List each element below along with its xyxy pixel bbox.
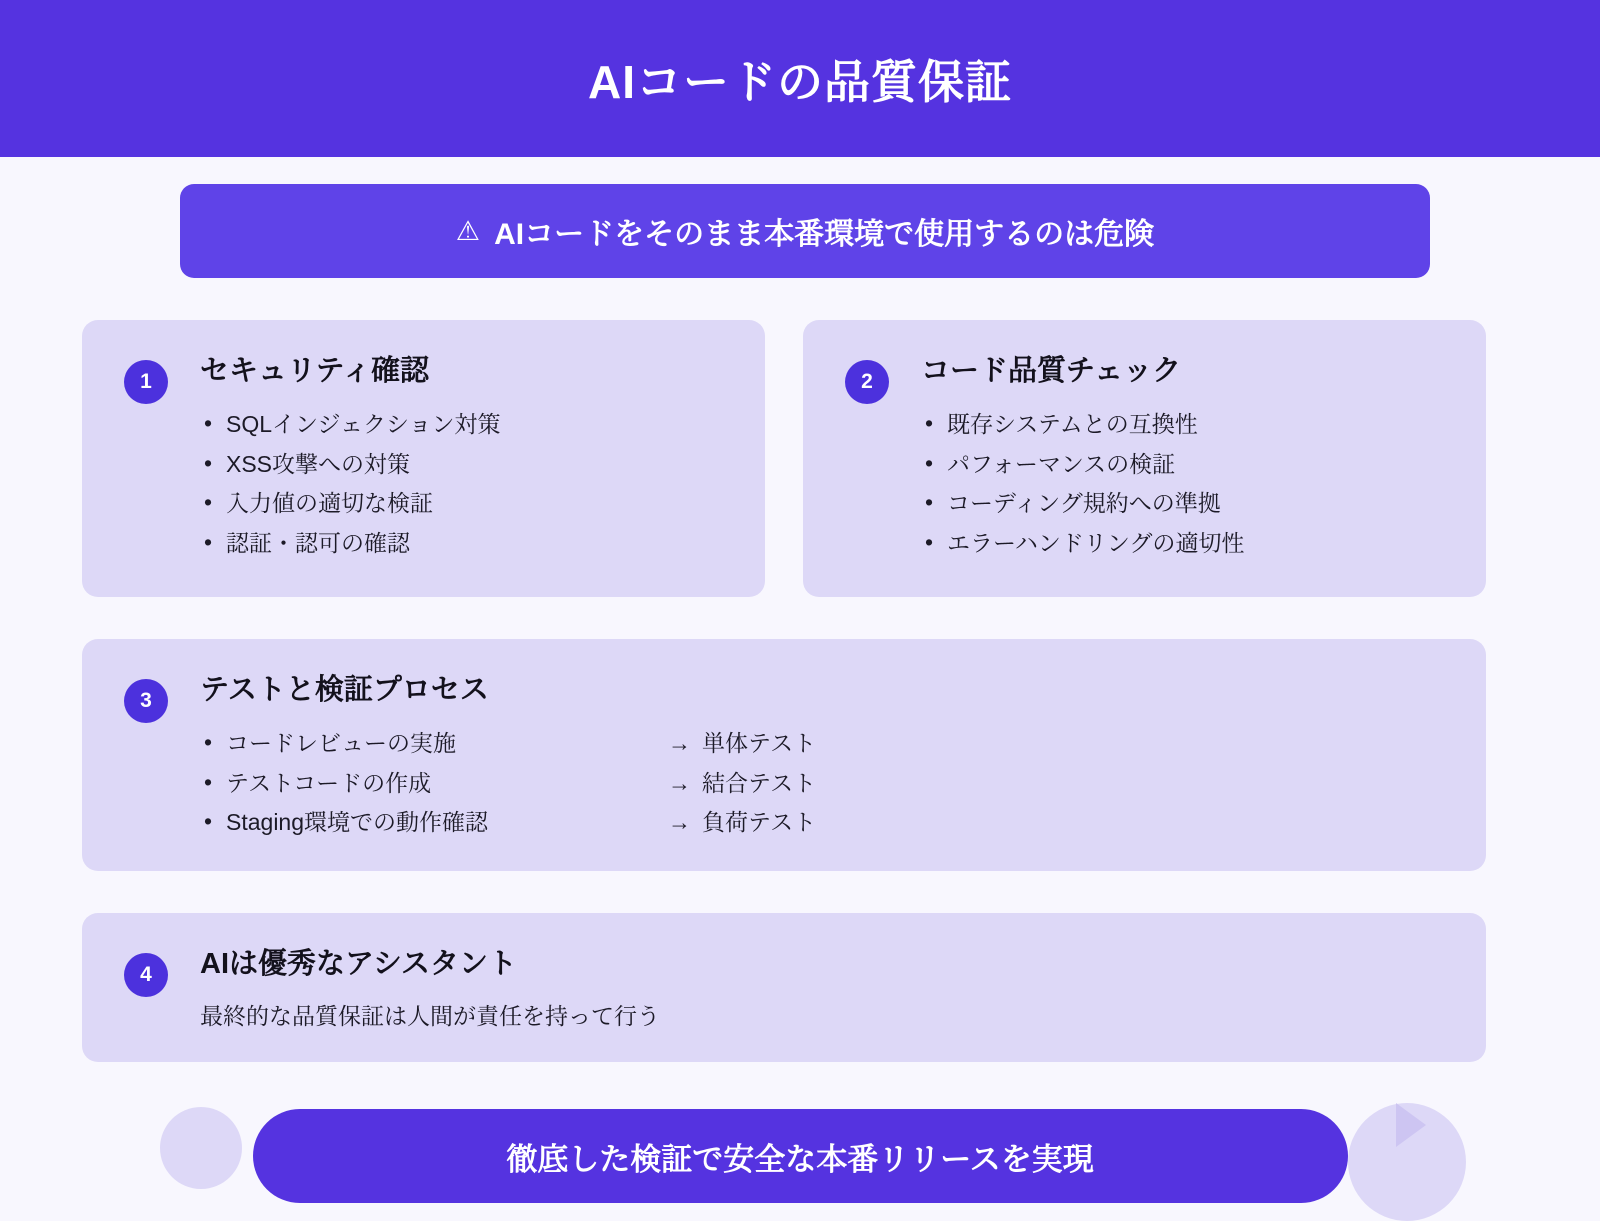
card-testing-process [82, 639, 1486, 871]
card-bullet-list [200, 405, 731, 563]
list-item: • コードレビューの実施 [200, 724, 488, 764]
card-row-top [82, 320, 1518, 597]
card-body-text: 最終的な品質保証は人間が責任を持って行う [200, 1002, 660, 1029]
page-header [0, 0, 1600, 157]
step-badge: 1 [124, 360, 168, 404]
card-title: AIは優秀なアシスタント [200, 947, 517, 980]
card-columns [200, 724, 1452, 843]
card-arrow-list [668, 724, 816, 843]
card-title: セキュリティ確認 [200, 355, 430, 387]
card-bullet-list [200, 724, 488, 843]
list-item: → 単体テスト [668, 724, 816, 764]
step-badge: 3 [124, 679, 168, 723]
list-item: • エラーハンドリングの適切性 [921, 524, 1452, 564]
decorative-circle [160, 1107, 242, 1189]
warning-banner [180, 184, 1430, 278]
list-item: • Staging環境での動作確認 [200, 803, 488, 843]
card-title: テストと検証プロセス [200, 674, 489, 706]
page-content [0, 184, 1600, 1203]
arrow-right-icon [1396, 1103, 1426, 1147]
list-item: • 認証・認可の確認 [200, 524, 731, 564]
list-item: • テストコードの作成 [200, 764, 488, 804]
list-item: • SQLインジェクション対策 [200, 405, 731, 445]
footer-banner-text: 徹底した検証で安全な本番リリースを実現 [506, 1141, 1094, 1177]
card-ai-assistant [82, 913, 1486, 1063]
list-item: • パフォーマンスの検証 [921, 445, 1452, 485]
card-row-assistant [82, 913, 1518, 1063]
list-item: • 入力値の適切な検証 [200, 484, 731, 524]
footer-area [82, 1109, 1518, 1203]
list-item: • コーディング規約への準拠 [921, 484, 1452, 524]
card-row-tests [82, 639, 1518, 871]
list-item: • 既存システムとの互換性 [921, 405, 1452, 445]
step-badge: 2 [845, 360, 889, 404]
warning-banner-text: AIコードをそのまま本番環境で使用するのは危険 [494, 218, 1155, 251]
card-code-quality [803, 320, 1486, 597]
card-title: コード品質チェック [921, 355, 1182, 387]
step-badge: 4 [124, 953, 168, 997]
warning-triangle-icon: ⚠ [455, 215, 481, 246]
list-item: → 負荷テスト [668, 803, 816, 843]
list-item: • XSS攻撃への対策 [200, 445, 731, 485]
list-item: → 結合テスト [668, 764, 816, 804]
page-title: AIコードの品質保証 [588, 55, 1012, 108]
footer-banner [253, 1109, 1348, 1203]
card-bullet-list [921, 405, 1452, 563]
card-security [82, 320, 765, 597]
